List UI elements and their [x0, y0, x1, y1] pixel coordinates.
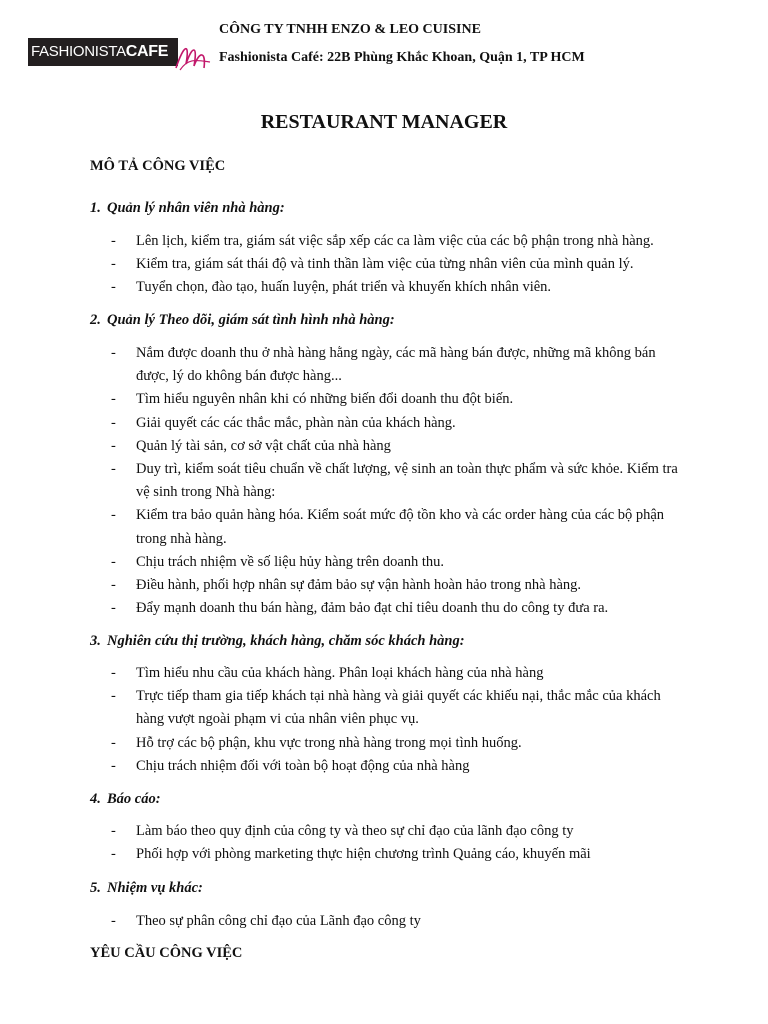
task-list	[0, 820, 684, 866]
subsection-title: Nghiên cứu thị trường, khách hàng, chăm sóc khách hàng:	[107, 633, 465, 649]
subsection-title: Quản lý Theo dõi, giám sát tình hình nhà hàng:	[107, 312, 395, 328]
section-heading-job-requirements: YÊU CẦU CÔNG VIỆC	[90, 945, 243, 961]
list-item-text: Tìm hiểu nguyên nhân khi có những biến đổi doanh thu đột biến.	[136, 391, 514, 408]
task-list	[0, 910, 684, 933]
subsection-title: Nhiệm vụ khác:	[107, 880, 203, 896]
list-item-text: Phối hợp với phòng marketing thực hiện chương trình Quảng cáo, khuyến mãi	[136, 846, 591, 863]
list-item	[0, 388, 684, 411]
list-dash: -	[111, 577, 116, 594]
company-address: Fashionista Café: 22B Phùng Khắc Khoan, Quận 1, TP HCM	[219, 50, 585, 65]
list-dash: -	[111, 757, 116, 774]
list-dash: -	[111, 600, 116, 617]
subsection-title: Báo cáo:	[107, 791, 161, 807]
list-item	[0, 755, 684, 778]
list-dash: -	[111, 553, 116, 570]
page-title: RESTAURANT MANAGER	[260, 111, 508, 133]
list-item	[0, 253, 684, 276]
list-dash: -	[111, 846, 116, 863]
list-dash: -	[111, 414, 116, 431]
logo-swirl-icon	[174, 38, 214, 72]
list-item	[0, 574, 684, 597]
task-list	[0, 662, 684, 778]
list-dash: -	[111, 734, 116, 751]
list-item-text: Trực tiếp tham gia tiếp khách tại nhà hàng và giải quyết các khiếu nại, thắc mắc của khách hàng vượt ngoài phạm vi của nhân viên phục vụ.	[136, 688, 661, 728]
list-item-text: Nắm được doanh thu ở nhà hàng hằng ngày, các mã hàng bán được, những mã không bán được, lý do không bán được hàng...	[136, 345, 656, 385]
subsection-title: Quản lý nhân viên nhà hàng:	[107, 200, 285, 216]
list-item	[0, 342, 684, 388]
subsection-heading	[90, 791, 161, 808]
list-item-text: Chịu trách nhiệm về số liệu hủy hàng trên doanh thu.	[136, 553, 445, 570]
subsection-number: 1.	[90, 200, 101, 216]
list-item-text: Duy trì, kiểm soát tiêu chuẩn về chất lượng, vệ sinh an toàn thực phẩm và sức khỏe. Kiểm tra vệ sinh trong Nhà hàng:	[136, 461, 678, 501]
list-item	[0, 551, 684, 574]
list-item	[0, 412, 684, 435]
list-item-text: Đẩy mạnh doanh thu bán hàng, đảm bảo đạt chỉ tiêu doanh thu do công ty đưa ra.	[136, 600, 609, 617]
logo-text-fashionista: FASHIONISTA	[31, 43, 126, 60]
list-dash: -	[111, 823, 116, 839]
list-item-text: Kiểm tra, giám sát thái độ và tinh thần làm việc của từng nhân viên của mình quản lý.	[136, 256, 634, 273]
task-list	[0, 342, 684, 620]
list-item	[0, 435, 684, 458]
subsection-number: 4.	[90, 791, 101, 807]
list-item	[0, 276, 684, 299]
list-dash: -	[111, 913, 116, 929]
list-item	[0, 230, 684, 253]
list-item-text: Theo sự phân công chỉ đạo của Lãnh đạo công ty	[136, 913, 421, 929]
list-item	[0, 458, 684, 504]
list-item-text: Chịu trách nhiệm đối với toàn bộ hoạt động của nhà hàng	[136, 757, 470, 774]
list-item-text: Quản lý tài sản, cơ sở vật chất của nhà hàng	[136, 437, 391, 454]
list-dash: -	[111, 345, 116, 361]
list-item-text: Điều hành, phối hợp nhân sự đảm bảo sự vận hành hoàn hảo trong nhà hàng.	[136, 577, 582, 594]
list-item-text: Hỗ trợ các bộ phận, khu vực trong nhà hàng trong mọi tình huống.	[136, 734, 522, 751]
list-item-text: Tìm hiểu nhu cầu của khách hàng. Phân loại khách hàng của nhà hàng	[136, 665, 544, 681]
list-item	[0, 732, 684, 755]
list-item-text: Làm báo theo quy định của công ty và theo sự chỉ đạo của lãnh đạo công ty	[136, 823, 574, 839]
list-item	[0, 843, 684, 866]
list-item-text: Lên lịch, kiểm tra, giám sát việc sắp xếp các ca làm việc của các bộ phận trong nhà hàng.	[136, 233, 654, 249]
list-dash: -	[111, 688, 116, 705]
subsection-heading	[90, 312, 395, 329]
subsection-heading	[90, 880, 203, 897]
subsection-heading	[90, 633, 465, 650]
company-name: CÔNG TY TNHH ENZO & LEO CUISINE	[219, 22, 481, 37]
list-dash: -	[111, 665, 116, 681]
subsection-heading	[90, 200, 285, 217]
section-heading-job-description: MÔ TẢ CÔNG VIỆC	[90, 158, 226, 174]
list-dash: -	[111, 507, 116, 524]
list-dash: -	[111, 461, 116, 478]
task-list	[0, 230, 684, 300]
list-item	[0, 597, 684, 620]
list-dash: -	[111, 233, 116, 249]
list-item	[0, 685, 684, 731]
logo-text-cafe: CAFE	[125, 43, 169, 60]
list-item	[0, 662, 684, 685]
list-item-text: Giải quyết các các thắc mắc, phàn nàn của khách hàng.	[136, 414, 456, 431]
subsection-number: 5.	[90, 880, 101, 896]
company-logo	[28, 38, 214, 72]
list-item-text: Kiểm tra bảo quản hàng hóa. Kiểm soát mức độ tồn kho và các order hàng của các bộ phận trong nhà hàng.	[136, 507, 665, 547]
list-dash: -	[111, 391, 116, 408]
list-dash: -	[111, 256, 116, 273]
list-item	[0, 504, 684, 550]
list-item	[0, 910, 684, 933]
list-item-text: Tuyển chọn, đào tạo, huấn luyện, phát triển và khuyến khích nhân viên.	[136, 279, 552, 296]
list-dash: -	[111, 437, 116, 454]
list-item	[0, 820, 684, 843]
subsection-number: 3.	[90, 633, 101, 649]
list-dash: -	[111, 279, 116, 296]
logo-wordmark	[28, 38, 178, 66]
subsection-number: 2.	[90, 312, 101, 328]
